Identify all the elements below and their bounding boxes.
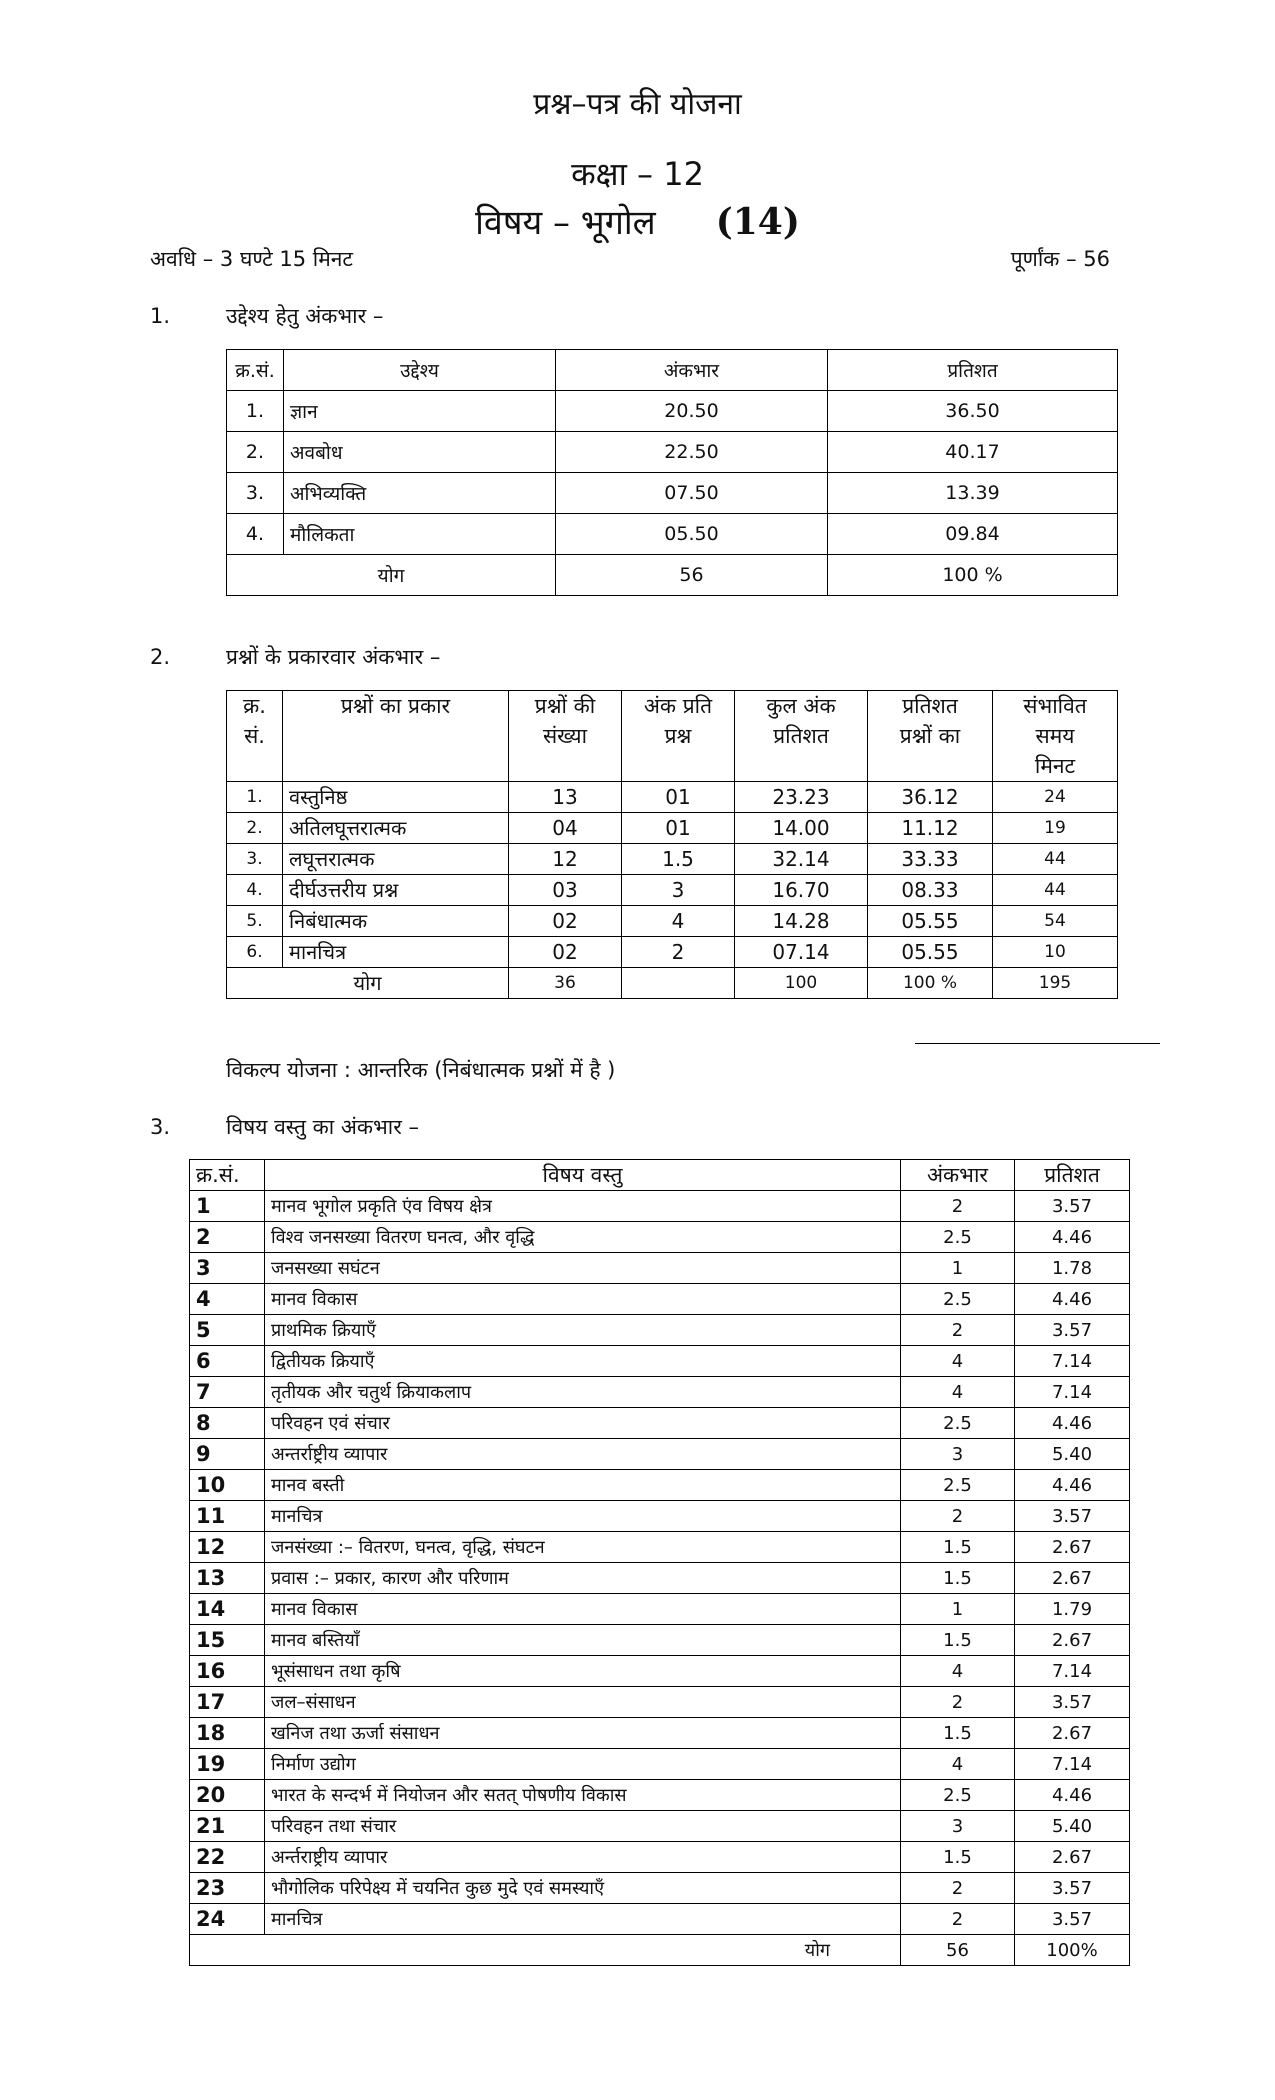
table-cell: 01 bbox=[622, 782, 735, 813]
table-cell: 36.50 bbox=[828, 391, 1118, 432]
table-cell: 02 bbox=[509, 937, 622, 968]
table-cell: 2 bbox=[901, 1315, 1015, 1346]
table-cell: 1.5 bbox=[622, 844, 735, 875]
table-cell: प्रवास :– प्रकार, कारण और परिणाम bbox=[265, 1563, 901, 1594]
table-cell: 6 bbox=[190, 1346, 265, 1377]
table-cell: 10 bbox=[190, 1470, 265, 1501]
table-cell: 1.5 bbox=[901, 1532, 1015, 1563]
table-cell: 8 bbox=[190, 1408, 265, 1439]
table-cell: 5 bbox=[190, 1315, 265, 1346]
table-cell: 3 bbox=[190, 1253, 265, 1284]
table-cell: 18 bbox=[190, 1718, 265, 1749]
table-cell: 05.50 bbox=[556, 514, 828, 555]
column-header: क्र.सं. bbox=[227, 350, 284, 391]
table-cell: 7.14 bbox=[1015, 1377, 1130, 1408]
table-row bbox=[190, 1904, 1130, 1935]
subject-code: (14) bbox=[715, 201, 800, 243]
table-cell: 1.5 bbox=[901, 1563, 1015, 1594]
table-cell: खनिज तथा ऊर्जा संसाधन bbox=[265, 1718, 901, 1749]
table-cell: मानव बस्तियाँ bbox=[265, 1625, 901, 1656]
section-3-heading bbox=[150, 1113, 419, 1141]
table-cell: 54 bbox=[993, 906, 1118, 937]
section-1-heading bbox=[150, 302, 383, 330]
column-header: संभावित समय मिनट bbox=[993, 691, 1118, 782]
table-row bbox=[190, 1253, 1130, 1284]
subject-line bbox=[0, 198, 1275, 244]
table-cell: 3 bbox=[901, 1439, 1015, 1470]
table-row bbox=[190, 1439, 1130, 1470]
table-row bbox=[227, 813, 1118, 844]
table-cell: 2.67 bbox=[1015, 1563, 1130, 1594]
table-cell: 6. bbox=[227, 937, 283, 968]
table-row bbox=[190, 1346, 1130, 1377]
table-cell: 9 bbox=[190, 1439, 265, 1470]
table-cell: दीर्घउत्तरीय प्रश्न bbox=[283, 875, 509, 906]
objectives-table bbox=[226, 349, 1118, 596]
table-cell: ज्ञान bbox=[284, 391, 556, 432]
table-cell: 16.70 bbox=[735, 875, 868, 906]
table-row bbox=[190, 1656, 1130, 1687]
table-cell: 4 bbox=[901, 1749, 1015, 1780]
column-header: अंकभार bbox=[901, 1160, 1015, 1191]
table-cell: 4.46 bbox=[1015, 1408, 1130, 1439]
table-cell: 1.5 bbox=[901, 1718, 1015, 1749]
total-count: 36 bbox=[509, 968, 622, 999]
table-cell: मानव विकास bbox=[265, 1594, 901, 1625]
table-cell: मानव विकास bbox=[265, 1284, 901, 1315]
section-2-heading bbox=[150, 643, 440, 671]
total-label: योग bbox=[227, 555, 556, 596]
content-weightage-table bbox=[189, 1159, 1130, 1966]
table-cell: 4 bbox=[901, 1377, 1015, 1408]
table-cell: 3.57 bbox=[1015, 1873, 1130, 1904]
table-cell: अतिलघूत्तरात्मक bbox=[283, 813, 509, 844]
table-cell: 3 bbox=[622, 875, 735, 906]
table-cell: अर्न्तराष्ट्रीय व्यापार bbox=[265, 1842, 901, 1873]
total-percent: 100 bbox=[735, 968, 868, 999]
table-cell: 14.00 bbox=[735, 813, 868, 844]
table-cell: 15 bbox=[190, 1625, 265, 1656]
table-cell: 5.40 bbox=[1015, 1811, 1130, 1842]
table-cell: 3.57 bbox=[1015, 1501, 1130, 1532]
table-cell: 4.46 bbox=[1015, 1780, 1130, 1811]
table-cell: 3 bbox=[901, 1811, 1015, 1842]
table-cell: द्वितीयक क्रियाएँ bbox=[265, 1346, 901, 1377]
table-cell: 05.55 bbox=[868, 906, 993, 937]
table-cell: 05.55 bbox=[868, 937, 993, 968]
table-cell: 3. bbox=[227, 473, 284, 514]
table-cell: मानचित्र bbox=[283, 937, 509, 968]
table-row bbox=[227, 906, 1118, 937]
table-cell: 12 bbox=[509, 844, 622, 875]
option-note: विकल्प योजना : आन्तरिक (निबंधात्मक प्रश्नों में है ) bbox=[226, 1058, 616, 1082]
table-row bbox=[190, 1532, 1130, 1563]
table-cell: 2.5 bbox=[901, 1470, 1015, 1501]
table-cell: 1.5 bbox=[901, 1625, 1015, 1656]
table-cell: प्राथमिक क्रियाएँ bbox=[265, 1315, 901, 1346]
table-row bbox=[190, 1749, 1130, 1780]
total-marks: 56 bbox=[901, 1935, 1015, 1966]
table-cell: मानव भूगोल प्रकृति एंव विषय क्षेत्र bbox=[265, 1191, 901, 1222]
table-cell: 4.46 bbox=[1015, 1284, 1130, 1315]
table-cell: 13.39 bbox=[828, 473, 1118, 514]
table-row bbox=[190, 1718, 1130, 1749]
table-cell: अवबोध bbox=[284, 432, 556, 473]
table-cell: मानचित्र bbox=[265, 1904, 901, 1935]
table-cell: 2.5 bbox=[901, 1222, 1015, 1253]
table-cell: तृतीयक और चतुर्थ क्रियाकलाप bbox=[265, 1377, 901, 1408]
total-marks: 56 bbox=[556, 555, 828, 596]
table-cell: 2.67 bbox=[1015, 1842, 1130, 1873]
table-cell: 2. bbox=[227, 432, 284, 473]
table-cell: 24 bbox=[993, 782, 1118, 813]
table-cell: 1.5 bbox=[901, 1842, 1015, 1873]
table-cell: 13 bbox=[190, 1563, 265, 1594]
table-cell: 1 bbox=[901, 1253, 1015, 1284]
table-cell: 2 bbox=[622, 937, 735, 968]
table-cell: 14.28 bbox=[735, 906, 868, 937]
column-header: अंक प्रति प्रश्न bbox=[622, 691, 735, 782]
table-cell: 1 bbox=[901, 1594, 1015, 1625]
table-cell: 10 bbox=[993, 937, 1118, 968]
table-cell: 08.33 bbox=[868, 875, 993, 906]
table-cell: 4 bbox=[622, 906, 735, 937]
table-cell: 33.33 bbox=[868, 844, 993, 875]
table-cell: निबंधात्मक bbox=[283, 906, 509, 937]
table-cell: 11.12 bbox=[868, 813, 993, 844]
table-cell: 3.57 bbox=[1015, 1315, 1130, 1346]
table-row bbox=[227, 514, 1118, 555]
table-cell: मानचित्र bbox=[265, 1501, 901, 1532]
total-percent: 100 % bbox=[828, 555, 1118, 596]
section-title: विषय वस्तु का अंकभार – bbox=[226, 1115, 419, 1139]
table-cell: 2 bbox=[901, 1873, 1015, 1904]
table-cell: जनसंख्या :– वितरण, घनत्व, वृद्धि, संघटन bbox=[265, 1532, 901, 1563]
table-cell: निर्माण उद्योग bbox=[265, 1749, 901, 1780]
table-cell: 1.79 bbox=[1015, 1594, 1130, 1625]
table-cell: मौलिकता bbox=[284, 514, 556, 555]
table-cell: 1. bbox=[227, 782, 283, 813]
table-cell: 44 bbox=[993, 875, 1118, 906]
table-row bbox=[190, 1594, 1130, 1625]
table-cell: 1 bbox=[190, 1191, 265, 1222]
table-cell: 4. bbox=[227, 514, 284, 555]
total-per-question bbox=[622, 968, 735, 999]
table-cell: 07.14 bbox=[735, 937, 868, 968]
table-row bbox=[190, 1222, 1130, 1253]
table-cell: 4 bbox=[901, 1656, 1015, 1687]
table-cell: भौगोलिक परिपेक्ष्य में चयनित कुछ मुदे एवं समस्याएँ bbox=[265, 1873, 901, 1904]
table-cell: 4 bbox=[901, 1346, 1015, 1377]
column-header: प्रतिशत प्रश्नों का bbox=[868, 691, 993, 782]
table-row bbox=[190, 1315, 1130, 1346]
column-header: प्रश्नों का प्रकार bbox=[283, 691, 509, 782]
table-cell: 5.40 bbox=[1015, 1439, 1130, 1470]
column-header: विषय वस्तु bbox=[265, 1160, 901, 1191]
question-types-table bbox=[226, 690, 1118, 999]
table-header-row bbox=[227, 691, 1118, 782]
table-row bbox=[190, 1408, 1130, 1439]
table-cell: परिवहन एवं संचार bbox=[265, 1408, 901, 1439]
table-cell: 19 bbox=[190, 1749, 265, 1780]
table-cell: 2. bbox=[227, 813, 283, 844]
class-line: कक्षा – 12 bbox=[571, 155, 704, 193]
table-cell: 3.57 bbox=[1015, 1904, 1130, 1935]
table-cell: 2.67 bbox=[1015, 1532, 1130, 1563]
table-cell: 7.14 bbox=[1015, 1346, 1130, 1377]
total-row bbox=[190, 1935, 1130, 1966]
table-cell: 19 bbox=[993, 813, 1118, 844]
table-cell: 02 bbox=[509, 906, 622, 937]
table-cell: 3. bbox=[227, 844, 283, 875]
table-cell: 4.46 bbox=[1015, 1470, 1130, 1501]
table-row bbox=[190, 1811, 1130, 1842]
total-label: योग bbox=[227, 968, 509, 999]
column-header: प्रतिशत bbox=[828, 350, 1118, 391]
table-cell: 16 bbox=[190, 1656, 265, 1687]
column-header: कुल अंक प्रतिशत bbox=[735, 691, 868, 782]
column-header: अंकभार bbox=[556, 350, 828, 391]
table-cell: 07.50 bbox=[556, 473, 828, 514]
table-cell: जनसख्या सघंटन bbox=[265, 1253, 901, 1284]
section-number: 1. bbox=[150, 304, 171, 328]
table-cell: 11 bbox=[190, 1501, 265, 1532]
duration: अवधि – 3 घण्टे 15 मिनट bbox=[150, 247, 354, 271]
column-header: क्र. सं. bbox=[227, 691, 283, 782]
table-row bbox=[190, 1873, 1130, 1904]
table-cell: 2 bbox=[190, 1222, 265, 1253]
section-title: प्रश्नों के प्रकारवार अंकभार – bbox=[226, 645, 441, 669]
table-cell: 2 bbox=[901, 1501, 1015, 1532]
table-cell: 1. bbox=[227, 391, 284, 432]
table-header-row bbox=[227, 350, 1118, 391]
table-cell: 23.23 bbox=[735, 782, 868, 813]
divider bbox=[915, 1043, 1160, 1044]
table-cell: भूसंसाधन तथा कृषि bbox=[265, 1656, 901, 1687]
table-cell: लघूत्तरात्मक bbox=[283, 844, 509, 875]
table-cell: मानव बस्ती bbox=[265, 1470, 901, 1501]
total-row bbox=[227, 555, 1118, 596]
table-cell: 4. bbox=[227, 875, 283, 906]
table-cell: 36.12 bbox=[868, 782, 993, 813]
table-row bbox=[227, 844, 1118, 875]
section-number: 3. bbox=[150, 1115, 171, 1139]
table-cell: 2 bbox=[901, 1904, 1015, 1935]
total-percent: 100% bbox=[1015, 1935, 1130, 1966]
table-cell: 01 bbox=[622, 813, 735, 844]
table-cell: 2.5 bbox=[901, 1780, 1015, 1811]
table-cell: अभिव्यक्ति bbox=[284, 473, 556, 514]
table-cell: 2.67 bbox=[1015, 1718, 1130, 1749]
table-cell: 23 bbox=[190, 1873, 265, 1904]
table-cell: 03 bbox=[509, 875, 622, 906]
column-header: प्रश्नों की संख्या bbox=[509, 691, 622, 782]
table-cell: 5. bbox=[227, 906, 283, 937]
table-row bbox=[227, 391, 1118, 432]
table-header-row bbox=[190, 1160, 1130, 1191]
total-label: योग bbox=[190, 1935, 901, 1966]
table-cell: 12 bbox=[190, 1532, 265, 1563]
table-cell: 04 bbox=[509, 813, 622, 844]
table-cell: वस्तुनिष्ठ bbox=[283, 782, 509, 813]
section-number: 2. bbox=[150, 645, 171, 669]
table-cell: 22.50 bbox=[556, 432, 828, 473]
table-cell: भारत के सन्दर्भ में नियोजन और सतत् पोषणीय विकास bbox=[265, 1780, 901, 1811]
column-header: क्र.सं. bbox=[190, 1160, 265, 1191]
table-cell: 3.57 bbox=[1015, 1687, 1130, 1718]
table-cell: 2 bbox=[901, 1687, 1015, 1718]
section-title: उद्देश्य हेतु अंकभार – bbox=[226, 304, 384, 328]
table-cell: 32.14 bbox=[735, 844, 868, 875]
table-cell: 13 bbox=[509, 782, 622, 813]
table-cell: अन्तर्राष्ट्रीय व्यापार bbox=[265, 1439, 901, 1470]
table-cell: 2.67 bbox=[1015, 1625, 1130, 1656]
table-row bbox=[227, 875, 1118, 906]
table-row bbox=[190, 1842, 1130, 1873]
table-cell: 3.57 bbox=[1015, 1191, 1130, 1222]
table-cell: 20.50 bbox=[556, 391, 828, 432]
table-cell: जल–संसाधन bbox=[265, 1687, 901, 1718]
table-cell: 2.5 bbox=[901, 1284, 1015, 1315]
table-cell: 17 bbox=[190, 1687, 265, 1718]
table-row bbox=[227, 937, 1118, 968]
table-row bbox=[190, 1470, 1130, 1501]
table-cell: 20 bbox=[190, 1780, 265, 1811]
table-row bbox=[190, 1780, 1130, 1811]
subject-name: विषय – भूगोल bbox=[475, 203, 656, 243]
table-row bbox=[227, 432, 1118, 473]
table-row bbox=[227, 782, 1118, 813]
table-row bbox=[190, 1284, 1130, 1315]
table-row bbox=[190, 1687, 1130, 1718]
table-cell: 7.14 bbox=[1015, 1656, 1130, 1687]
table-cell: 22 bbox=[190, 1842, 265, 1873]
table-cell: 2.5 bbox=[901, 1408, 1015, 1439]
table-row bbox=[227, 473, 1118, 514]
table-row bbox=[190, 1377, 1130, 1408]
table-cell: 09.84 bbox=[828, 514, 1118, 555]
table-cell: 2 bbox=[901, 1191, 1015, 1222]
table-cell: 14 bbox=[190, 1594, 265, 1625]
table-cell: 24 bbox=[190, 1904, 265, 1935]
table-cell: 4.46 bbox=[1015, 1222, 1130, 1253]
table-cell: 40.17 bbox=[828, 432, 1118, 473]
table-row bbox=[190, 1625, 1130, 1656]
table-row bbox=[190, 1191, 1130, 1222]
column-header: उद्देश्य bbox=[284, 350, 556, 391]
total-question-percent: 100 % bbox=[868, 968, 993, 999]
total-time: 195 bbox=[993, 968, 1118, 999]
table-cell: 4 bbox=[190, 1284, 265, 1315]
page-title: प्रश्न–पत्र की योजना bbox=[533, 87, 742, 122]
table-cell: विश्व जनसख्या वितरण घनत्व, और वृद्धि bbox=[265, 1222, 901, 1253]
table-row bbox=[190, 1501, 1130, 1532]
column-header: प्रतिशत bbox=[1015, 1160, 1130, 1191]
table-cell: 7 bbox=[190, 1377, 265, 1408]
table-cell: 44 bbox=[993, 844, 1118, 875]
total-marks: पूर्णांक – 56 bbox=[1010, 247, 1110, 271]
table-cell: परिवहन तथा संचार bbox=[265, 1811, 901, 1842]
table-cell: 7.14 bbox=[1015, 1749, 1130, 1780]
table-cell: 21 bbox=[190, 1811, 265, 1842]
table-cell: 1.78 bbox=[1015, 1253, 1130, 1284]
table-row bbox=[190, 1563, 1130, 1594]
total-row bbox=[227, 968, 1118, 999]
